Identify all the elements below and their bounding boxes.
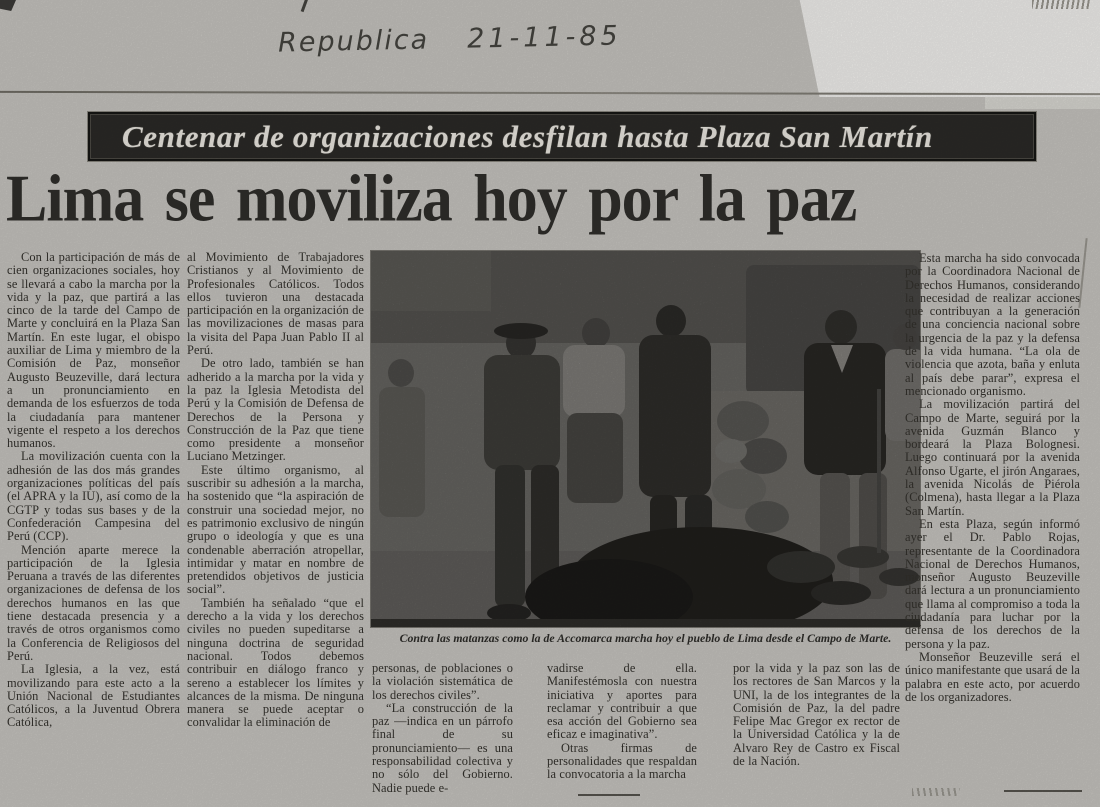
kicker-banner — [88, 112, 1036, 161]
paragraph: Esta marcha ha sido convocada por la Coordinadora Nacional de Derechos Humanos, considerando la necesidad de realizar acciones que contribuyan a la generación de una conciencia nacional sobre la urgencia de la paz y la defensa de la vida humana. “La ola de violencia que azota, baña y enluta al país debe parar”, expresa el mencionado organismo. — [905, 252, 1080, 398]
paragraph: La Iglesia, a la vez, está movilizando para este acto a la Unión Nacional de Estudiantes Católicos, a la Juventud Obrera Católica, — [7, 662, 180, 730]
paragraph: “La construcción de la paz —indica en un párrofo final de su pronunciamiento— es una responsabilidad colectiva y no sólo del Gobierno. Nadie puede e- — [372, 700, 513, 795]
article-end-rule — [578, 794, 640, 796]
article-photo-image — [371, 251, 920, 627]
paragraph: La movilización cuenta con la adhesión de las dos más grandes organizaciones políticas del país (el APRA y la IU), así como de la CGTP y todas sus bases y de la Confederación Campesina del Perú (CCP). — [7, 449, 180, 544]
paragraph: También ha señalado “que el derecho a la vida y los derechos civiles no pueden supeditarse a ninguna doctrina de seguridad nacional. Todos debemos contribuir en diálogo franco y sereno a establecer los límites y alcances de la misma. De ninguna manera se puede aceptar o convalidar la eliminación de — [187, 595, 364, 730]
article-column-3 — [372, 662, 513, 807]
paragraph: Mención aparte merece la participación de la Iglesia Peruana a través de las diferentes organizaciones de defensa de los derechos humanos en las que tiene destacada presencia y a través de otros organismos como la Conferencia de Religiosos del Perú. — [7, 542, 180, 663]
photo-grain — [371, 251, 920, 627]
article-column-2 — [187, 251, 364, 807]
article-photo — [371, 251, 920, 627]
handwritten-source-note — [278, 20, 622, 58]
paragraph: De otro lado, también se han adherido a la marcha por la vida y la paz la Iglesia Metodista del Perú y la Comisión de Defensa de Derechos de la Persona y Construcción de la Paz que tiene como presidente a monseñor Luciano Metzinger. — [187, 356, 364, 464]
handwritten-date: 21-11-85 — [466, 20, 623, 55]
corner-ink-mark — [0, 0, 16, 11]
bottom-smudge — [912, 788, 960, 796]
article-column-1 — [7, 251, 180, 807]
kicker-text: Centenar de organizaciones desfilan hasta Plaza San Martín — [122, 118, 933, 154]
paragraph: En esta Plaza, según informó ayer el Dr. Pablo Rojas, representante de la Coordinadora Nacional de Derechos Humanos, monseñor Augusto Beuzeville dará lectura a un pronunciamiento que llama al compromiso a toda la ciudadanía para luchar por la defensa de los derechos de la persona y la paz. — [905, 516, 1080, 651]
paragraph: al Movimiento de Trabajadores Cristianos y al Movimiento de Profesionales Católicos. Todos ellos tuvieron una destacada participación en la organización de las movilizaciones de masas para la visita del Papa Juan Pablo II al Perú. — [187, 251, 364, 358]
scanner-backing-notch — [985, 97, 1100, 109]
pen-stroke-mark — [301, 0, 309, 12]
article-column-6 — [905, 252, 1080, 807]
paragraph: Este último organismo, al suscribir su adhesión a la marcha, ha sostenido que “la aspiración de construir una sociedad mejor, no es patrimonio exclusivo de ningún grupo o ideología y que es una condenable aberración atropellar, intimidar y matar en nombre de pretendidos objetivos de justicia social”. — [187, 462, 364, 597]
article-headline: Lima se moviliza hoy por la paz — [6, 162, 857, 236]
article-column-4 — [547, 662, 697, 807]
paragraph: Con la participación de más de cien organizaciones sociales, hoy se llevará a cabo la marcha por la vida y la paz, que partirá a las cinco de la tarde del Campo de Marte y concluirá en la Plaza San Martín. En este lugar, el obispo auxiliar de Lima y miembro de la Comisión de Paz, monseñor Augusto Beuzeville, dará lectura a un pronunciamiento en demanda de los esfuerzos de toda la ciudadanía para mantener vigente el respeto a los derechos humanos. — [7, 251, 180, 451]
scanner-backing-white — [770, 0, 1100, 97]
paragraph: Monseñor Beuzeville será el único manifestante que usará de la palabra en este acto, por acuerdo de los organizadores. — [905, 649, 1080, 704]
paragraph: La movilización partirá del Campo de Marte, seguirá por la avenida Guzmán Blanco y bordeará la Plaza Bolognesi. Luego continuará por la avenida Alfonso Ugarte, el jirón Angaraes, la avenida Nicolás de Piérola (Colmena), hasta llegar a la Plaza San Martín. — [905, 397, 1080, 518]
article-end-rule — [1004, 790, 1082, 792]
paragraph: por la vida y la paz son las de los rectores de San Marcos y la UNI, la de los integrantes de la Comisión de Paz, la del padre Felipe Mac Gregor ex rector de la Universidad Católica y la de Alvaro Rey de Castro ex Fiscal de la Nación. — [733, 662, 900, 769]
paragraph: Otras firmas de personalidades que respaldan la convocatoria a la marcha — [547, 740, 697, 782]
paragraph: vadirse de ella. Manifestémosla con nuestra iniciativa y aportes para reclamar y contribuir a que esa acción del Gobierno sea eficaz e imaginativa”. — [547, 662, 697, 742]
paragraph: personas, de poblaciones o la violación sistemática de los derechos civiles”. — [372, 662, 513, 702]
article-column-5 — [733, 662, 900, 807]
top-right-scribble — [1032, 0, 1090, 9]
photo-caption: Contra las matanzas como la de Accomarca marcha hoy el pueblo de Lima desde el Campo de Marte. — [399, 631, 892, 645]
handwritten-publication-name: Republica — [277, 24, 430, 59]
